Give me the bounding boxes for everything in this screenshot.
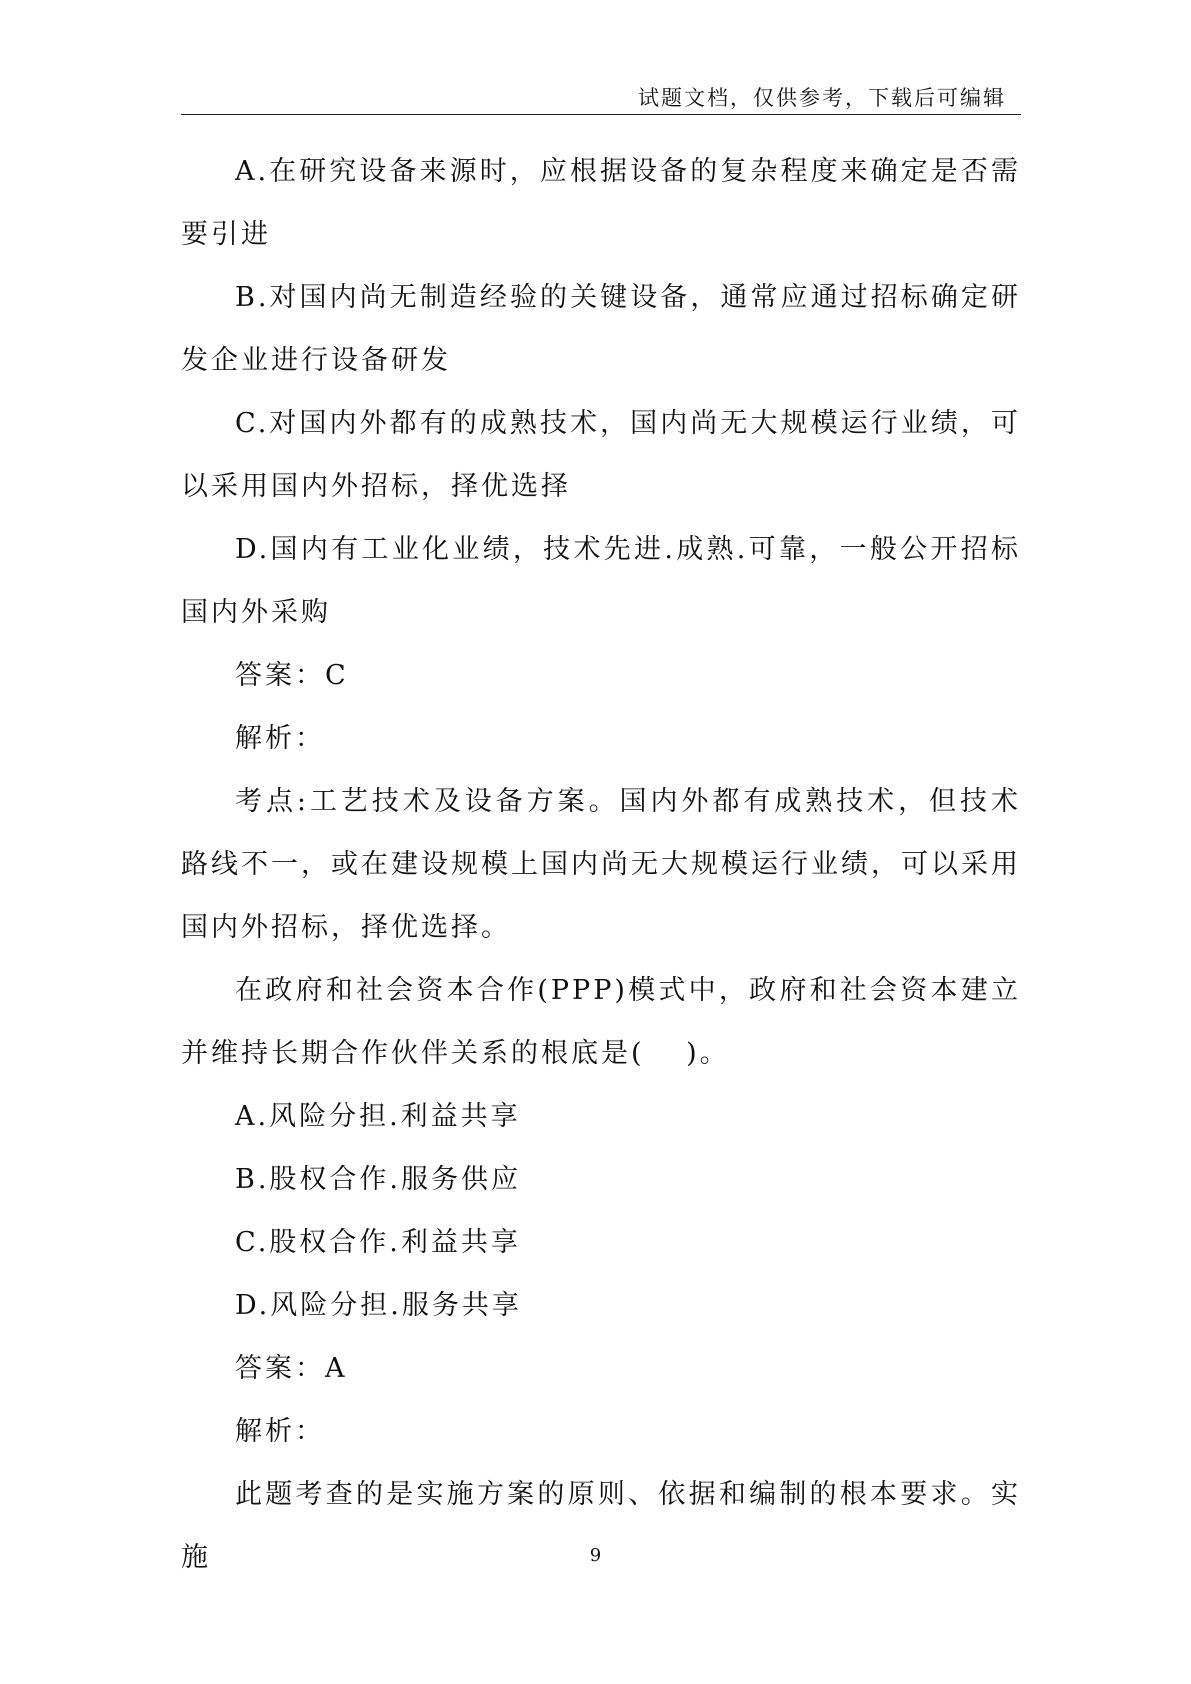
option-b-ppp: B.股权合作.服务供应 xyxy=(235,1164,522,1195)
analysis-text-1: 考点:工艺技术及设备方案。国内外都有成熟技术，但技术路线不一，或在建设规模上国内尚无大规模运行业绩，可以采用国内外招标，择优选择。 xyxy=(181,786,1021,943)
answer-line-1: 答案：C xyxy=(235,660,349,691)
page-header-text: 试题文档，仅供参考，下载后可编辑 xyxy=(638,86,1006,110)
option-d-ppp: D.风险分担.服务共享 xyxy=(235,1290,522,1321)
option-c-tendering: C.对国内外都有的成熟技术，国内尚无大规模运行业绩，可以采用国内外招标，择优选择 xyxy=(181,408,1021,502)
analysis-text-2: 此题考查的是实施方案的原则、依据和编制的根本要求。实施 xyxy=(181,1479,1021,1573)
answer-line-2: 答案：A xyxy=(235,1353,348,1384)
question-ppp: 在政府和社会资本合作(PPP)模式中，政府和社会资本建立并维持长期合作伙伴关系的根底是( )。 xyxy=(181,975,1021,1069)
option-a-ppp: A.风险分担.利益共享 xyxy=(235,1101,521,1132)
analysis-label-1: 解析： xyxy=(235,723,325,754)
page-number: 9 xyxy=(589,1545,602,1566)
analysis-label-2: 解析： xyxy=(235,1416,325,1447)
header-divider xyxy=(181,114,1021,115)
option-d-procurement: D.国内有工业化业绩，技术先进.成熟.可靠，一般公开招标国内外采购 xyxy=(181,534,1021,628)
option-c-ppp: C.股权合作.利益共享 xyxy=(235,1227,521,1258)
option-b-equipment-research: B.对国内尚无制造经验的关键设备，通常应通过招标确定研发企业进行设备研发 xyxy=(181,282,1021,376)
document-body xyxy=(181,140,1021,1589)
option-a-equipment-source: A.在研究设备来源时，应根据设备的复杂程度来确定是否需要引进 xyxy=(181,156,1021,250)
